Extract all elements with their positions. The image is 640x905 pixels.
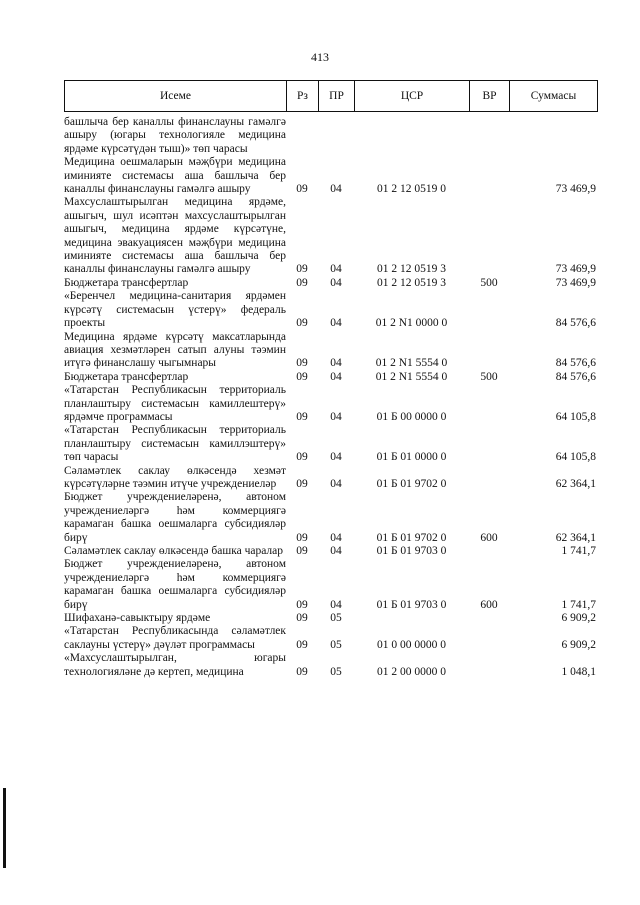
- cell-sum: 64 105,8: [555, 410, 596, 423]
- header-sum: Суммасы: [530, 90, 577, 102]
- cell-sum: 73 469,9: [555, 276, 596, 289]
- header-name: Исеме: [65, 81, 287, 111]
- table-row: [64, 196, 598, 276]
- cell-pr: 04: [330, 276, 342, 289]
- cell-sum: 64 105,8: [555, 451, 596, 464]
- cell-sum: 62 364,1: [555, 531, 596, 544]
- cell-pr: 04: [330, 531, 342, 544]
- table-row: [64, 465, 598, 492]
- cell-rz: 09: [296, 276, 308, 289]
- table-row: [64, 116, 598, 156]
- cell-rz: 09: [296, 183, 308, 196]
- cell-pr: 04: [330, 357, 342, 370]
- cell-csr: 01 Б 01 9702 0: [376, 531, 447, 544]
- cell-name: Бюджет учреждениеләренә, автоном учреждениеләргә һәм коммерциягә карамаган башка оешмаларга субсидияләр бирү: [64, 491, 286, 544]
- table-row: [64, 331, 598, 371]
- cell-rz: 09: [296, 357, 308, 370]
- cell-pr: 04: [330, 477, 342, 490]
- cell-vr: 500: [480, 370, 498, 383]
- cell-csr: 01 Б 01 9703 0: [376, 545, 447, 557]
- cell-name: Махсуслаштырылган медицина ярдәме, ашыгыч, шул исәптән махсуслаштырылган ашыгыч, медицина ярдәме күрсәтүне, медицина эвакуациясен мәҗбүри медицина иминияте системасы аша башлыча бер каналлы финанслауны гамәлгә ашыру: [64, 196, 286, 276]
- cell-name: Бюджетара трансфертлар: [64, 370, 189, 383]
- cell-pr: 04: [330, 317, 342, 330]
- cell-sum: 73 469,9: [555, 183, 596, 196]
- cell-vr: 600: [480, 598, 498, 611]
- cell-csr: 01 Б 00 0000 0: [376, 410, 447, 423]
- table-row: [64, 277, 598, 290]
- cell-csr: 01 2 N1 0000 0: [375, 317, 448, 330]
- cell-name: Сәламәтлек саклау өлкәсендә хезмәт күрсәтүләрне тәэмин итүче учреждениеләр: [64, 464, 286, 490]
- table-row: [64, 545, 598, 558]
- cell-csr: 01 2 12 0519 3: [377, 276, 446, 289]
- page-number: 413: [311, 50, 329, 64]
- cell-csr: 01 Б 01 9703 0: [376, 598, 447, 611]
- cell-sum: 1 741,7: [561, 598, 596, 611]
- cell-rz: 09: [296, 317, 308, 330]
- cell-name: Медицина оешмаларын мәҗбүри медицина иминияте системасы аша башлыча бер каналлы финанслауны гамәлгә ашыру: [64, 156, 286, 196]
- cell-pr: 04: [330, 410, 342, 423]
- cell-name: «Татарстан Республикасын территориаль планлаштыру системасын камиллештерү» ярдәмче программасы: [64, 384, 286, 423]
- cell-rz: 09: [296, 531, 308, 544]
- table-row: [64, 652, 598, 679]
- cell-pr: 04: [330, 370, 342, 383]
- cell-csr: 01 2 12 0519 0: [377, 183, 446, 196]
- cell-pr: 04: [330, 183, 342, 196]
- cell-pr: 04: [330, 451, 342, 464]
- cell-rz: 09: [296, 451, 308, 464]
- cell-csr: 01 2 N1 5554 0: [375, 357, 448, 370]
- cell-csr: 01 Б 01 9702 0: [376, 477, 447, 490]
- cell-pr: 05: [330, 665, 342, 678]
- cell-rz: 09: [296, 545, 308, 557]
- cell-csr: 01 2 12 0519 3: [377, 263, 446, 276]
- cell-name: Медицина ярдәме күрсәтү максатларында авиация хезмәтләрен сатып алуны тәэмин итүгә финанслашу чыгымнары: [64, 330, 286, 370]
- cell-pr: 04: [330, 598, 342, 611]
- cell-sum: 1 741,7: [561, 545, 596, 557]
- cell-name: Шифаханә-савыктыру ярдәме: [64, 612, 211, 625]
- cell-csr: 01 2 N1 5554 0: [375, 370, 448, 383]
- margin-bar: [3, 788, 6, 868]
- cell-rz: 09: [296, 638, 308, 651]
- cell-pr: 05: [330, 638, 342, 651]
- cell-pr: 04: [330, 263, 342, 276]
- table-row: [64, 371, 598, 384]
- cell-name: Сәламәтлек саклау өлкәсендә башка чаралар: [64, 545, 284, 557]
- header-csr: ЦСР: [355, 81, 470, 111]
- table-header: [64, 80, 598, 112]
- cell-vr: 600: [480, 531, 498, 544]
- table-row: [64, 625, 598, 652]
- cell-sum: 62 364,1: [555, 477, 596, 490]
- table-row: [64, 612, 598, 625]
- table-row: [64, 290, 598, 330]
- table-row: [64, 156, 598, 196]
- cell-rz: 09: [296, 263, 308, 276]
- cell-rz: 09: [296, 410, 308, 423]
- cell-csr: 01 Б 01 0000 0: [376, 451, 447, 464]
- cell-pr: 04: [330, 545, 342, 557]
- cell-sum: 73 469,9: [555, 263, 596, 276]
- cell-vr: 500: [480, 276, 498, 289]
- table-row: [64, 384, 598, 424]
- cell-csr: 01 2 00 0000 0: [377, 665, 446, 678]
- cell-sum: 84 576,6: [555, 317, 596, 330]
- cell-name: «Беренчел медицина-санитария ярдәмен күрсәтү системасын үстерү» федераль проекты: [64, 290, 286, 330]
- cell-name: «Татарстан Республикасында сәламәтлек саклауны үстерү» дәүләт программасы: [64, 625, 286, 651]
- cell-sum: 84 576,6: [555, 357, 596, 370]
- header-pr: ПР: [319, 81, 355, 111]
- cell-rz: 09: [296, 477, 308, 490]
- cell-sum: 84 576,6: [555, 370, 596, 383]
- cell-name: «Махсуслаштырылган, югары технологияләне дә кертеп, медицина: [64, 652, 286, 678]
- cell-csr: 01 0 00 0000 0: [377, 638, 446, 651]
- header-rz: Рз: [287, 81, 319, 111]
- cell-rz: 09: [296, 370, 308, 383]
- cell-sum: 1 048,1: [561, 665, 596, 678]
- cell-rz: 09: [296, 612, 308, 625]
- cell-sum: 6 909,2: [561, 638, 596, 651]
- table-row: [64, 491, 598, 545]
- cell-rz: 09: [296, 598, 308, 611]
- cell-name: Бюджет учреждениеләренә, автоном учреждениеләргә һәм коммерциягә карамаган башка оешмаларга субсидияләр бирү: [64, 558, 286, 611]
- table-row: [64, 558, 598, 612]
- table-row: [64, 424, 598, 464]
- cell-name: «Татарстан Республикасын территориаль планлаштыру системасын камиллэштерү» төп чарасы: [64, 424, 286, 464]
- cell-pr: 05: [330, 612, 342, 625]
- cell-name: Бюджетара трансфертлар: [64, 276, 189, 289]
- cell-sum: 6 909,2: [561, 612, 596, 625]
- cell-rz: 09: [296, 665, 308, 678]
- cell-name: башлыча бер каналлы финанслауны гамәлгә ашыру (югары технологияле медицина ярдәме күрсәтүдән тыш)» төп чарасы: [64, 116, 286, 155]
- header-vr: ВР: [470, 81, 510, 111]
- table-body: [64, 116, 598, 679]
